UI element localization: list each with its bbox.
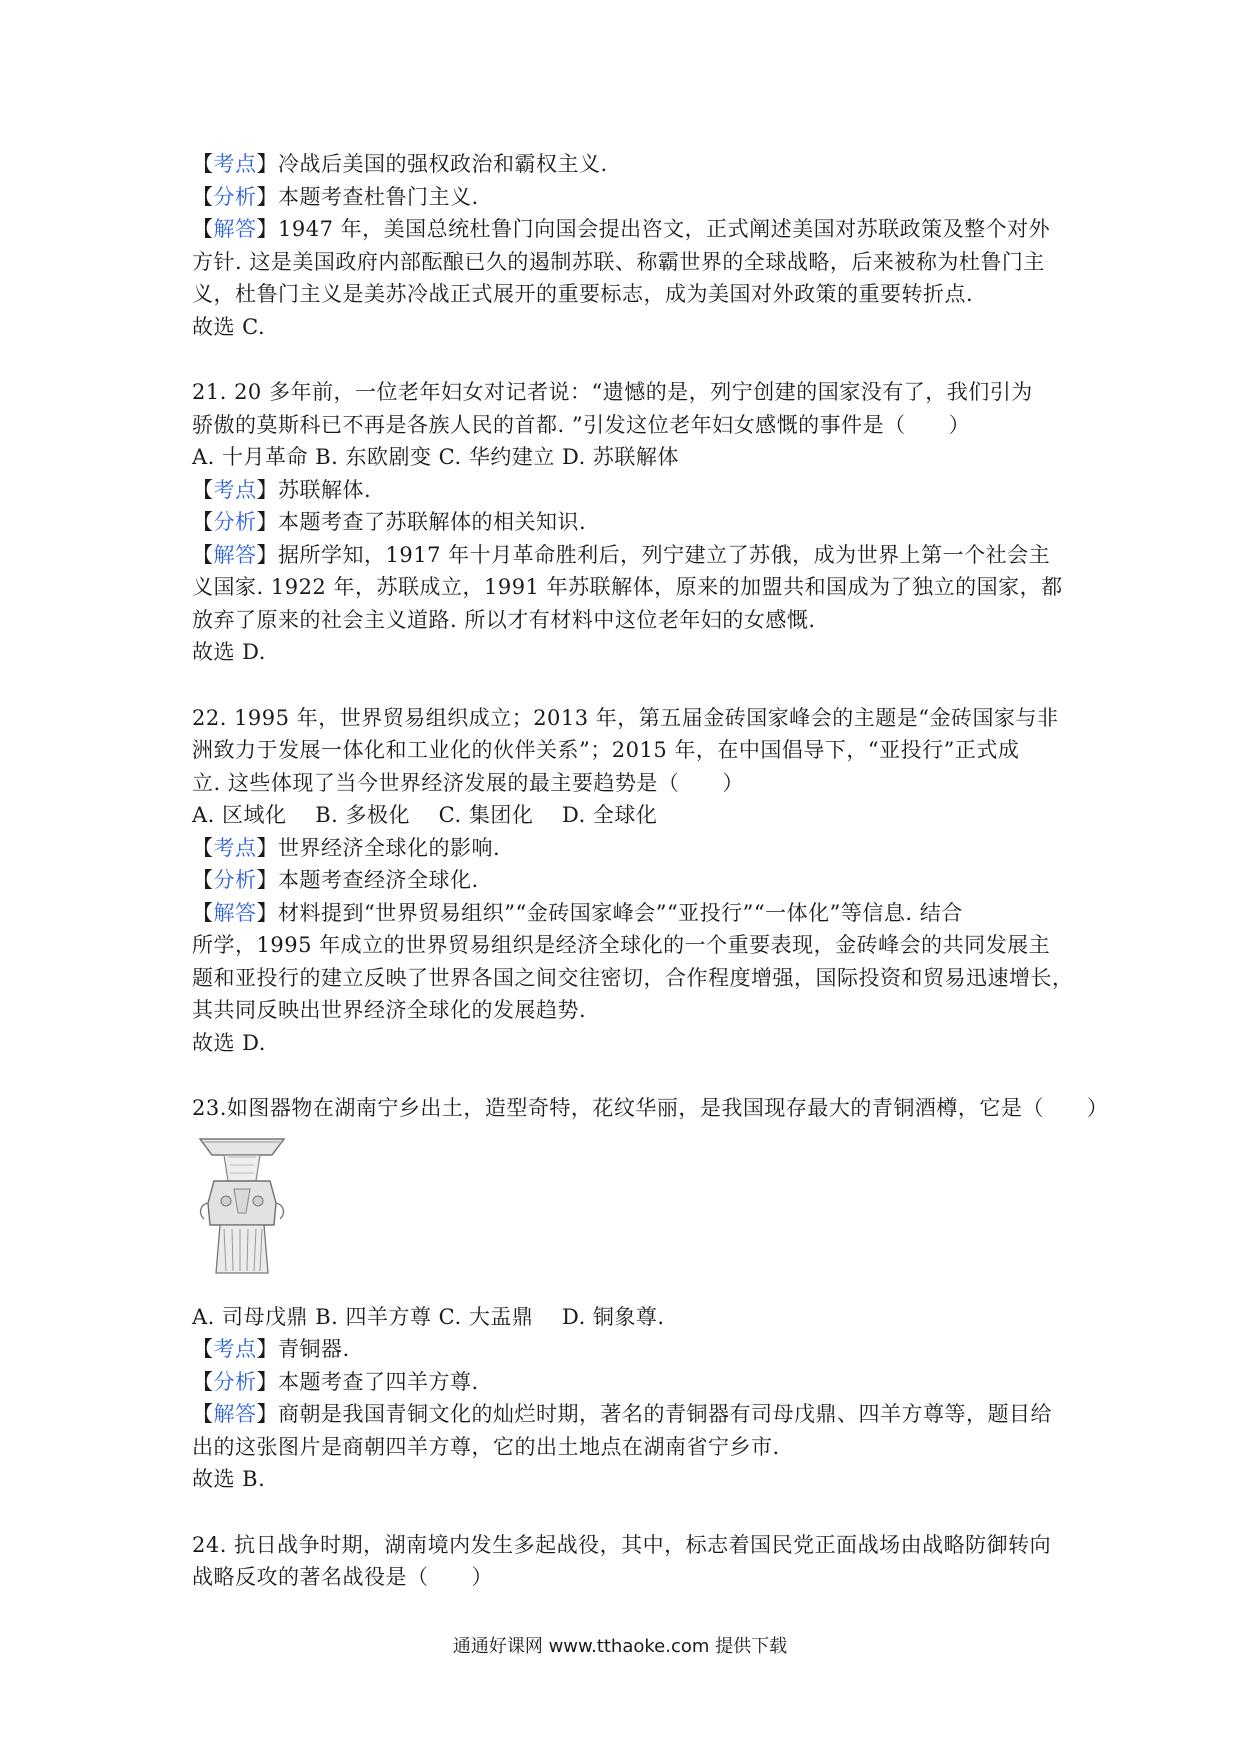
- answer-line: 故选 D.: [192, 1030, 266, 1055]
- question-stem: 24. 抗日战争时期，湖南境内发生多起战役，其中，标志着国民党正面战场由战略防御转向: [192, 1532, 1052, 1557]
- question-stem: 战略反攻的著名战役是（ ）: [192, 1565, 493, 1589]
- jieda-text: 所学，1995 年成立的世界贸易组织是经济全球化的一个重要表现，金砖峰会的共同发展主: [192, 933, 1051, 957]
- answer-line: 故选 B.: [192, 1467, 266, 1491]
- question-options: A. 司母戊鼎 B. 四羊方尊 C. 大盂鼎 D. 铜象尊.: [192, 1304, 665, 1329]
- kaodian-line: 【考点】冷战后美国的强权政治和霸权主义.: [192, 152, 608, 176]
- question-stem: 洲致力于发展一体化和工业化的伙伴关系”；2015 年，在中国倡导下，“亚投行”正式成: [192, 738, 1020, 762]
- fenxi-line: 【分析】本题考查杜鲁门主义.: [192, 184, 479, 209]
- kaodian-line: 【考点】苏联解体.: [192, 477, 372, 502]
- bronze-vessel-image: [194, 1133, 290, 1283]
- jieda-text: 放弃了原来的社会主义道路. 所以才有材料中这位老年妇的女感慨.: [192, 607, 816, 632]
- question-options: A. 十月革命 B. 东欧剧变 C. 华约建立 D. 苏联解体: [192, 445, 679, 469]
- fenxi-line: 【分析】本题考查了四羊方尊.: [192, 1369, 479, 1394]
- jieda-text: 义，杜鲁门主义是美苏冷战正式展开的重要标志，成为美国对外政策的重要转折点.: [192, 282, 974, 306]
- question-stem: 21. 20 多年前，一位老年妇女对记者说：“遗憾的是，列宁创建的国家没有了，我们引为: [192, 380, 1033, 404]
- jieda-text: 出的这张图片是商朝四羊方尊，它的出土地点在湖南省宁乡市.: [192, 1434, 780, 1459]
- jieda-line: 【解答】商朝是我国青铜文化的灿烂时期，著名的青铜器有司母戊鼎、四羊方尊等，题目给: [192, 1402, 1052, 1426]
- four-ram-zun-figure: [194, 1133, 290, 1283]
- question-stem: 骄傲的莫斯科已不再是各族人民的首都. ”引发这位老年妇女感慨的事件是（ ）: [192, 412, 971, 437]
- jieda-text: 题和亚投行的建立反映了世界各国之间交往密切，合作程度增强，国际投资和贸易迅速增长，: [192, 965, 1074, 990]
- fenxi-line: 【分析】本题考查经济全球化.: [192, 868, 479, 892]
- answer-line: 故选 D.: [192, 640, 266, 664]
- kaodian-line: 【考点】世界经济全球化的影响.: [192, 835, 501, 860]
- jieda-line: 【解答】1947 年，美国总统杜鲁门向国会提出咨文，正式阐述美国对苏联政策及整个对外: [192, 217, 1051, 241]
- kaodian-line: 【考点】青铜器.: [192, 1337, 350, 1361]
- question-stem: 立. 这些体现了当今世界经济发展的最主要趋势是（ ）: [192, 770, 744, 795]
- jieda-line: 【解答】据所学知，1917 年十月革命胜利后，列宁建立了苏俄，成为世界上第一个社会主: [192, 542, 1051, 567]
- jieda-text: 义国家. 1922 年，苏联成立，1991 年苏联解体，原来的加盟共和国成为了独立的国家，都: [192, 575, 1063, 599]
- jieda-text: 方针. 这是美国政府内部酝酿已久的遏制苏联、称霸世界的全球战略，后来被称为杜鲁门主: [192, 249, 1045, 274]
- answer-line: 故选 C.: [192, 314, 266, 339]
- document-page: [192, 148, 1109, 1594]
- question-stem: 22. 1995 年，世界贸易组织成立；2013 年，第五届金砖国家峰会的主题是“金砖国家与非: [192, 705, 1059, 730]
- question-stem: 23.如图器物在湖南宁乡出土，造型奇特，花纹华丽，是我国现存最大的青铜酒樽，它是（ ）: [192, 1096, 1109, 1120]
- jieda-text: 其共同反映出世界经济全球化的发展趋势.: [192, 998, 587, 1022]
- question-options: A. 区域化 B. 多极化 C. 集团化 D. 全球化: [192, 803, 658, 827]
- fenxi-line: 【分析】本题考查了苏联解体的相关知识.: [192, 510, 587, 534]
- page-footer: 通通好课网 www.tthaoke.com 提供下载: [452, 1636, 788, 1657]
- jieda-line: 【解答】材料提到“世界贸易组织”“金砖国家峰会”“亚投行”“一体化”等信息. 结合: [192, 900, 963, 925]
